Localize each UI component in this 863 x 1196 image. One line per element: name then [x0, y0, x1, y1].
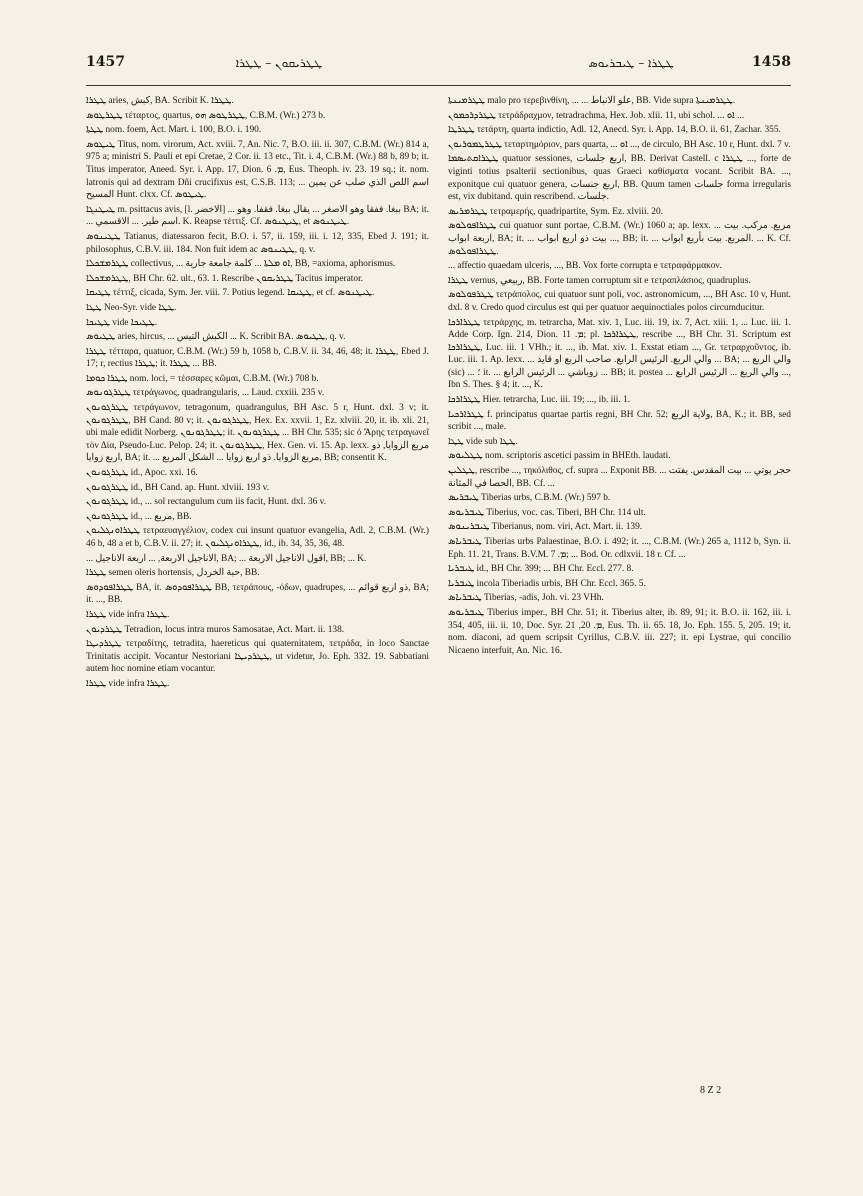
dictionary-entry: ܛܛܪܡܫܟܠܐ, BH Chr. 62. ult., 63. 1. Rescribe ܛܛܪܝܩܘܢ Tacitus imperator.: [86, 273, 364, 284]
dictionary-entry: ܛܝܛܘܣ Titus, nom. virorum, Act. xviii. 7, An. Nic. 7, B.O. iii. ii. 307, C.B.M. (Wr.) 814 a, 975 a; ministri S. Pauli et epi Cretae, 2 Cor. ii. 13 etc., Tit. i. 4, C.B.M. (Wr.) 88 b, 89 b; it. Titus imperator, Aneed. Syr. i. App. 17, Dion. ܡ. 6, Eus. Theoph. iv. 23. 19 sq.; it. nom. latronis qui ad dextram Dñi crucifixus est, C.S.B. 113; ... اسم اللص الذي صلب عن يمين المسيح Hunt. clxx. Cf. ܛܝܛܘܣ.: [86, 139, 430, 201]
dictionary-entry: ܛܛܝܟܐ vide ܛܛܝܟܐ.: [86, 317, 158, 328]
dictionary-entry: ܛܛܪܛܡܘܪܝܘܢ τεταρτημόριον, pars quarta, ... ܐܘ ..., de circulo, BH Asc. 10 r, Hunt. dxl. 7 v.: [448, 139, 791, 150]
dictionary-entry: ܛܛܪܓܘܢܘܢ id., BH Cand. ap. Hunt. xlviii. 193 v.: [86, 482, 270, 493]
header-rule: [86, 85, 791, 86]
dictionary-entry: ܛܛܪܓܘܢܘܣ τετράγωνος, quadrangularis, ... Laud. cxxiii. 235 v.: [86, 388, 325, 399]
dictionary-entry: ܛܝܒܪܝܐܣ Tiberias, -adis, Joh. vi. 23 VHh.: [448, 593, 604, 604]
left-column: [86, 95, 429, 693]
left-running-title: ܛܛܪܝܩܘܢ – ܛܛܪܐ: [235, 56, 323, 70]
dictionary-entry: ܛܝܒܪܝܘܣ Tiberius imper., BH Chr. 51; it. Tiberius alter, ib. 89, 91; it. B.O. ii. 162, iii. i. 354, 405, iii. ii. 10, Doc. Syr. ܡ. 20, 21, Eus. Th. ii. 65. 18, Jo. Eph. 155. 5, 205. 19; it. nom. diaconi, ad quem scripsit Cyrillus, C.B.V. iii. 227; it. epi Lystrae, qui concilio Nicaeno interfuit, An. Nic. 16.: [448, 607, 791, 656]
dictionary-entry: ܛܛܠܝܢ, rescribe ..., τηκόλιθος, cf. supra ... Exponit BB. ... حجر يوتي ... بيت المقدس. يفتت الحصا في المثانة, BB. Cf. ...: [448, 466, 791, 489]
dictionary-entry: ܛܛܪܦܘܠܘܣ τετράπολος, cui quatuor sunt poli, voc. astronomicum, ..., BH Asc. 10 v, Hunt. dxl. 8 v. Credo quod circulus est qui per quatuor aequinoctiales polos circumducitur.: [448, 290, 791, 313]
dictionary-entry: ... affectio quaedam ulceris, ..., BB. Vox forte corrupta e τετραφάρμακον.: [448, 261, 722, 272]
dictionary-entry: ܛܛܪܐ aries, كبش, BA. Scribit K. ܛܛܪܐ.: [86, 96, 234, 106]
dictionary-entry: ܛܛܪܕܝܘܢ Tetradion, locus intra muros Samosatae, Act. Mart. ii. 138.: [86, 624, 345, 635]
dictionary-entry: ܛܛܪܐ vide infra ܛܛܪܐ.: [86, 609, 170, 620]
dictionary-entry: ܛܛܪܓܘܢܘܢ id., ... مربع, BB.: [86, 511, 192, 522]
dictionary-entry: ܛܛܝܘܣ aries, hircus, ... الكبش التيس ... K. Scribit BA. ܛܛܝܘܣ, q. v.: [86, 332, 346, 343]
signature-mark: 8 Z 2: [700, 1085, 722, 1096]
dictionary-entry: ܛܝܒܪܝܐ id., BH Chr. 399; ... BH Chr. Eccl. 277. 8.: [448, 564, 634, 575]
dictionary-entry: ܛܛܪܐ τέτταρα, quatuor, C.B.M. (Wr.) 59 b, 1058 b, C.B.V. ii. 34, 46, 48; it. ܛܛܪܐ, Ebed J. 17; r, rectius ܛܛܪܐ; it. ܛܛܪܐ ... BB.: [86, 346, 429, 370]
dictionary-entry: ܛܝܒܪܝܐܣ Tiberias urbs Palaestinae, B.O. i. 492; it. ..., C.B.M. (Wr.) 265 a, 1112 b, Syn. ii. Eph. 11. 21, Trans. B.V.M. ܡ. 7; ... Bod. Or. cdlxvii. 18 r. Cf. ...: [448, 537, 791, 560]
right-page-number: 1458: [752, 54, 791, 70]
dictionary-entry: ܛܛܠܝܘܣ nom. scriptoris ascetici passim in BHEth. laudati.: [448, 451, 671, 462]
dictionary-entry: ܛܛܪܓܘܢܘܢ id., Apoc. xxi. 16.: [86, 468, 198, 479]
dictionary-entry: ܛܛܪܐܪܟܐ τετράρχης, m. tetrarcha, Mat. xiv. 1, Luc. iii. 19, ix. 7, Act. xiii. 1, ... Luc. iii. 1. Adde Corp. Ign. 214, Dion. ܡ. 11; pl. ܛܛܪܐܪܟܐ, rescribe ..., BH Chr. 31. Scriptum est ܛܛܪܐܪܟܐ, Luc. iii. 1 VHh.; it. ..., ib. Mat. xiv. 1. Exstat etiam ..., Gr. τετραρχοῦντος, ib. Luc. iii. 1. Ap. lexx. ... والي الربع. الرئيس الرابع. صاحب الربع او قايد ... BA; ... والي الربع (sic) ... ؛ it. ... زوباشي ... الرئيس الرابع ... BB; it. postea ... والي الربع ... الرئيس الرابع ..., Ibn S. Thes. § 4; it. ..., K.: [448, 317, 792, 391]
dictionary-entry: ܛܛܪܛܐ τετάρτη, quarta indictio, Adl. 12, Anecd. Syr. i. App. 14, B.O. ii. 61, Zachar. 355.: [448, 125, 781, 136]
dictionary-entry: ܛܛܐ Neo-Syr. vide ܛܛܐ.: [86, 302, 177, 313]
dictionary-entry: ܛܝܒܪܝܐ incola Tiberiadis urbis, BH Chr. Eccl. 365. 5.: [448, 578, 646, 589]
dictionary-entry: ܛܛܪܐܦܘܠܘܣ cui quatuor sunt portae, C.B.M. (Wr.) 1060 a; ap. lexx. ... مربع. مركب. بيت اربعة ابواب, BA; it. ... بيت ذو اربع ابواب ..., BB; it. ... المربع. بيت بأربع ابواب. ... K. Cf. ܛܛܪܐܦܘܠܘܣ.: [448, 221, 791, 257]
dictionary-entry: ܛܛܪܐܘܢܓܠܝܘܢ τετραευαγγέλιον, codex cui insunt quatuor evangelia, Adl. 2, C.B.M. (Wr.) 46 b, 48 a et b, C.B.V. ii. 27; it. ܛܛܪܐܘܢܓܠܝܘܢ, id., ib. 34, 35, 36, 48.: [86, 526, 429, 549]
dictionary-entry: ܛܛܝܢܘܣ Tatianus, diatessaron fecit, B.O. i. 57, ii. 159, iii. i. 12, 335, Ebed J. 191; it. philosophus, C.B.V. iii. 184. Non fuit idem ac ܛܛܝܢܘܣ, q. v.: [86, 231, 429, 255]
right-running-title: ܛܛܪܐ – ܛܝܒܪܝܘܣ: [588, 56, 674, 70]
dictionary-entry: ܛܝܒܪܝܣ Tiberias urbs, C.B.M. (Wr.) 597 b.: [448, 493, 611, 504]
dictionary-entry: ܛܛܝܩܐ τέττιξ, cicada, Sym. Jer. viii. 7. Potius legend. ܛܛܝܩܐ, et cf. ܛܝܛܢܘܣ.: [86, 288, 375, 299]
dictionary-entry: ܛܛܪܡܫܟܠܐ collectivus, ... ܐܘ ܡܠܬܐ ... كلمة جامعة جارية, BB, =axioma, aphorismus.: [86, 259, 396, 270]
dictionary-entry: ܛܛܪܡܝܢܬܐ malo pro τερεβινθίνη, ... ... علو الانباط, BB. Vide supra ܛܛܪܡܝܢܬܐ.: [448, 96, 736, 106]
dictionary-entry: ܛܛܪܐܪܟܝܐ f. principatus quartae partis regni, BH Chr. 52; ولاية الربع, BA, K.; it. BB, sed scribit ..., male.: [448, 409, 791, 433]
dictionary-entry: ܛܛܬܐ nom. foem, Act. Mart. i. 100, B.O. i. 190.: [86, 125, 262, 136]
dictionary-entry: ܛܛܪܐ semen oleris hortensis, حبة الخردل, BB.: [86, 568, 260, 579]
dictionary-entry: ܛܛܪܐܪܟܐ Hier. tetrarcha, Luc. iii. 19; ..., ib. iii. 1.: [448, 395, 631, 406]
dictionary-entry: ܛܛܪܓܘܢܘܢ id., ... sol rectangulum cum iis facit, Hunt. dxl. 36 v.: [86, 497, 327, 508]
dictionary-entry: ܛܛܪܐܩܬܝܣܡܐ quatuor sessiones, اربع جلسات, BB. Derivat Castell. c ܛܛܪܐ ..., forte de viginti totius psalterii sectionibus, quas Graeci καθίσματα vocant. Scribit BA. ..., exponitque cui quatuor genera, اربع جنسات, BB. Quum tamen جلسات forma irregularis est, vix dubitand. quin rescribend. جلسات.: [448, 154, 791, 203]
dictionary-entry: ܛܛܪܕܪܟܡܘܢ τετράδραχμον, tetradrachma, Hex. Job. xlii. 11, ubi schol. ... ܐܘ ...: [448, 110, 745, 121]
dictionary-entry: ܛܛܪܐܦܘܕܘܣ BA, it. ܛܛܪܐܦܘܕܘܣ BB, τετράπους, -όδων, quadrupes, ... ذو اربع قوائم, BA; it. ..., BB.: [86, 582, 430, 606]
dictionary-entry: ܛܛܪܐ vernus, ربيعي, BB. Forte tamen corruptum sit e τετραπλάσιος, quadruplus.: [448, 275, 751, 286]
dictionary-entry: ܛܛܐ vide sub ܛܛܐ.: [448, 436, 518, 447]
right-column: [448, 95, 791, 659]
dictionary-entry: ܛܛܪܛܘܣ τέταρτος, quartus, ܛܛܪܛܘܣ ܗܘ, C.B.M. (Wr.) 273 b.: [86, 110, 326, 121]
dictionary-entry: ܛܝܒܪܝܘܣ Tiberius, voc. cas. Tiberi, BH Chr. 114 ult.: [448, 507, 646, 518]
dictionary-entry: ܛܛܪܡܪܝܣ τετραμερής, quadripartite, Sym. Ez. xlviii. 20.: [448, 206, 663, 217]
dictionary-entry: ܛܛܪܓܘܢܘܢ τετράγωνον, tetragonum, quadrangulus, BH Asc. 5 r, Hunt. dxl. 3 v; it. ܛܛܪܓܘܢܘܢ, BH Cand. 80 v; it. ܛܛܪܓܘܢܘܢ, Hex. Ex. xxvii. 1, Ez. xlviii. 20, it. ib. xli. 21, ubi male edidit Norberg. ܛܛܪܓܘܢܘܢ; it. ܛܛܪܓܘܢܘܢ ... BH Chr. 535; sic ὁ Ἄρης τετραγωνεῖ τὸν Δία, Pseudo-Luc. Pelop. 24; it. ܛܛܪܓܘܢܘܢ, Hex. Gen. vi. 15. Ap. lexx. مربع الزوايا, ذو اربع زوايا, BA; it. ... مربع الزوايا. ذو اربع زوايا ... الشكل المربع, BB; consentit K.: [86, 403, 429, 464]
left-page-number: 1457: [86, 54, 125, 70]
dictionary-entry: ܛܝܒܪܝܢܘܣ Tiberianus, nom. viri, Act. Mart. ii. 139.: [448, 522, 643, 533]
dictionary-entry: ... الاناجيل الاربعة, ... اربعة الاناجيل, BA; ... اقول الاناجيل الاربعة, BB; ... K.: [86, 553, 367, 564]
dictionary-entry: ܛܛܪܐ ܟܘܡܐ nom. loci, = τέσσαρες κῶμαι, C.B.M. (Wr.) 708 b.: [86, 373, 319, 384]
dictionary-entry: ܛܝܛܢܓܐ m. psittacus avis, [l. الاخضر] ... ببغا. ففقا وهو الاصغر ... يقال ببغا. فقفا. وهو BA; it. ... اسم طير. ... الاقسمي. K. Reapse τέττιξ. Cf. ܛܝܛܢܘܣ, et ܛܝܛܢܘܣ.: [86, 204, 429, 228]
dictionary-entry: ܛܛܪܕܝܛܐ τετραδίτης, tetradita, haereticus qui quaternitatem, τετράδα, in loco Sanctae Trinitatis accipit. Vocantur Nestoriani ܛܛܪܕܝܛܐ, ut videtur, Jo. Eph. 332. 19. Sabbatiani autem hoc nomine etiam vocantur.: [86, 639, 429, 675]
dictionary-entry: ܛܛܪܐ vide infra ܛܛܪܐ.: [86, 678, 170, 689]
page-header: [86, 48, 791, 78]
